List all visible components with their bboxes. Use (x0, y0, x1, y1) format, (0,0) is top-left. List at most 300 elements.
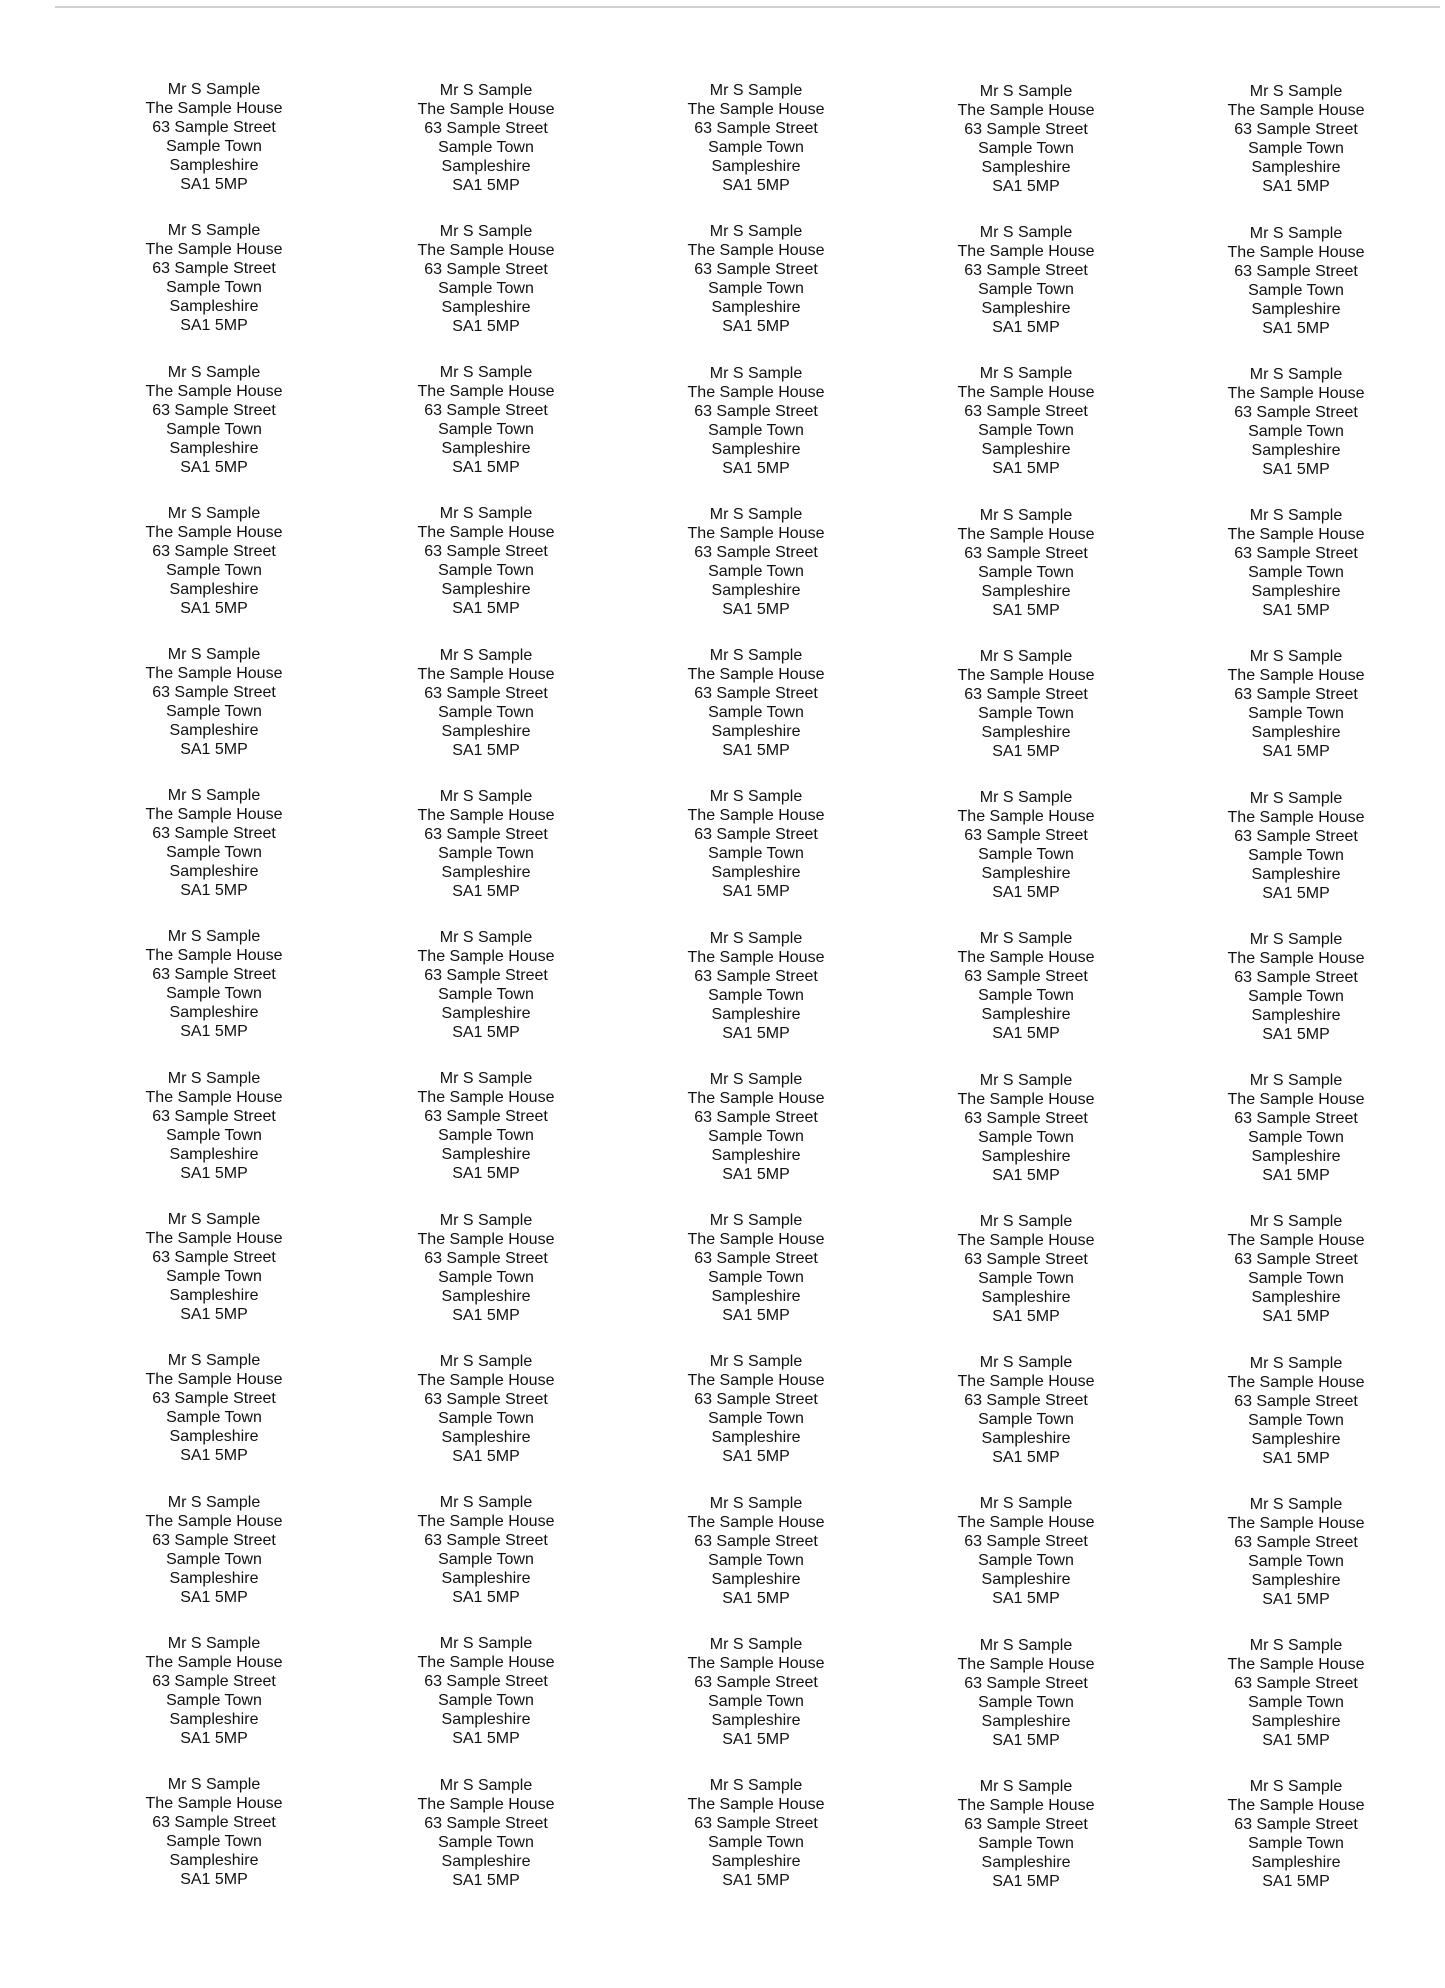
label-postcode: SA1 5MP (722, 883, 790, 900)
label-county: Sampleshire (981, 865, 1071, 882)
label-town: Sample Town (1248, 1553, 1344, 1570)
label-county: Sampleshire (711, 299, 801, 316)
label-name: Mr S Sample (979, 224, 1073, 241)
address-label (366, 504, 606, 618)
label-county: Sampleshire (981, 441, 1071, 458)
address-label (636, 787, 876, 901)
label-address-line-1: The Sample House (1227, 1232, 1365, 1249)
label-town: Sample Town (708, 704, 804, 721)
label-address-line-1: The Sample House (417, 1089, 555, 1106)
address-label (366, 1776, 606, 1890)
label-town: Sample Town (1248, 423, 1344, 440)
label-town: Sample Town (708, 1269, 804, 1286)
label-county: Sampleshire (1251, 866, 1341, 883)
label-county: Sampleshire (981, 1713, 1071, 1730)
label-postcode: SA1 5MP (992, 319, 1060, 336)
label-postcode: SA1 5MP (180, 882, 248, 899)
label-name: Mr S Sample (979, 648, 1073, 665)
label-postcode: SA1 5MP (992, 743, 1060, 760)
label-postcode: SA1 5MP (180, 741, 248, 758)
label-postcode: SA1 5MP (992, 1873, 1060, 1890)
address-label (636, 505, 876, 619)
label-address-line-1: The Sample House (957, 1091, 1095, 1108)
label-town: Sample Town (978, 1694, 1074, 1711)
label-address-line-1: The Sample House (145, 947, 283, 964)
label-name: Mr S Sample (167, 364, 261, 381)
label-county: Sampleshire (711, 1429, 801, 1446)
address-label (366, 787, 606, 901)
label-county: Sampleshire (441, 299, 531, 316)
label-postcode: SA1 5MP (180, 459, 248, 476)
label-town: Sample Town (438, 1692, 534, 1709)
label-county: Sampleshire (169, 1711, 259, 1728)
label-town: Sample Town (708, 563, 804, 580)
label-address-line-1: The Sample House (687, 384, 825, 401)
label-address-line-2: 63 Sample Street (694, 544, 818, 561)
label-name: Mr S Sample (1249, 1496, 1343, 1513)
label-postcode: SA1 5MP (452, 1872, 520, 1889)
label-town: Sample Town (708, 1552, 804, 1569)
label-postcode: SA1 5MP (992, 1167, 1060, 1184)
label-name: Mr S Sample (979, 83, 1073, 100)
label-county: Sampleshire (1251, 724, 1341, 741)
label-postcode: SA1 5MP (1262, 1591, 1330, 1608)
label-address-line-1: The Sample House (145, 1513, 283, 1530)
label-address-line-1: The Sample House (417, 383, 555, 400)
label-name: Mr S Sample (709, 1495, 803, 1512)
label-postcode: SA1 5MP (1262, 178, 1330, 195)
label-address-line-2: 63 Sample Street (1234, 1393, 1358, 1410)
address-label (94, 1351, 334, 1465)
address-label (366, 81, 606, 195)
label-postcode: SA1 5MP (992, 460, 1060, 477)
label-name: Mr S Sample (1249, 790, 1343, 807)
label-town: Sample Town (166, 421, 262, 438)
label-name: Mr S Sample (709, 1353, 803, 1370)
label-postcode: SA1 5MP (180, 600, 248, 617)
label-postcode: SA1 5MP (722, 1307, 790, 1324)
label-town: Sample Town (1248, 282, 1344, 299)
label-town: Sample Town (438, 704, 534, 721)
label-town: Sample Town (1248, 1270, 1344, 1287)
label-town: Sample Town (708, 987, 804, 1004)
address-label (1176, 647, 1416, 761)
label-town: Sample Town (1248, 847, 1344, 864)
label-county: Sampleshire (1251, 1289, 1341, 1306)
label-address-line-1: The Sample House (417, 524, 555, 541)
label-county: Sampleshire (981, 1148, 1071, 1165)
label-town: Sample Town (166, 703, 262, 720)
label-postcode: SA1 5MP (722, 177, 790, 194)
address-label (636, 929, 876, 1043)
label-name: Mr S Sample (979, 365, 1073, 382)
label-address-line-1: The Sample House (417, 1796, 555, 1813)
label-name: Mr S Sample (979, 1213, 1073, 1230)
label-name: Mr S Sample (167, 1635, 261, 1652)
label-town: Sample Town (438, 1834, 534, 1851)
label-postcode: SA1 5MP (722, 1448, 790, 1465)
label-postcode: SA1 5MP (992, 1449, 1060, 1466)
label-address-line-1: The Sample House (145, 806, 283, 823)
label-postcode: SA1 5MP (1262, 1450, 1330, 1467)
address-label (94, 80, 334, 194)
label-town: Sample Town (438, 562, 534, 579)
label-name: Mr S Sample (439, 505, 533, 522)
label-address-line-1: The Sample House (417, 1231, 555, 1248)
label-address-line-1: The Sample House (417, 948, 555, 965)
label-address-line-1: The Sample House (1227, 667, 1365, 684)
label-address-line-2: 63 Sample Street (964, 1251, 1088, 1268)
label-name: Mr S Sample (439, 1635, 533, 1652)
label-town: Sample Town (708, 280, 804, 297)
label-address-line-1: The Sample House (1227, 385, 1365, 402)
label-name: Mr S Sample (439, 364, 533, 381)
label-county: Sampleshire (441, 723, 531, 740)
label-address-line-1: The Sample House (417, 101, 555, 118)
label-address-line-1: The Sample House (145, 1654, 283, 1671)
label-county: Sampleshire (169, 1852, 259, 1869)
label-postcode: SA1 5MP (452, 600, 520, 617)
label-town: Sample Town (1248, 988, 1344, 1005)
label-address-line-2: 63 Sample Street (152, 1532, 276, 1549)
label-postcode: SA1 5MP (722, 1025, 790, 1042)
label-county: Sampleshire (169, 1287, 259, 1304)
label-address-line-2: 63 Sample Street (964, 1110, 1088, 1127)
label-address-line-1: The Sample House (957, 384, 1095, 401)
label-name: Mr S Sample (979, 789, 1073, 806)
label-address-line-2: 63 Sample Street (1234, 1110, 1358, 1127)
label-address-line-2: 63 Sample Street (964, 545, 1088, 562)
label-address-line-1: The Sample House (417, 1513, 555, 1530)
label-address-line-1: The Sample House (687, 101, 825, 118)
label-county: Sampleshire (169, 157, 259, 174)
label-county: Sampleshire (1251, 1854, 1341, 1871)
label-address-line-2: 63 Sample Street (424, 1815, 548, 1832)
label-town: Sample Town (978, 1411, 1074, 1428)
label-postcode: SA1 5MP (452, 1730, 520, 1747)
label-address-line-2: 63 Sample Street (964, 968, 1088, 985)
label-address-line-1: The Sample House (1227, 526, 1365, 543)
label-address-line-1: The Sample House (1227, 102, 1365, 119)
label-address-line-1: The Sample House (145, 524, 283, 541)
label-address-line-1: The Sample House (957, 1232, 1095, 1249)
label-postcode: SA1 5MP (452, 177, 520, 194)
address-label (906, 1353, 1146, 1467)
address-label (906, 1777, 1146, 1891)
label-postcode: SA1 5MP (722, 1872, 790, 1889)
address-label (366, 646, 606, 760)
address-label (1176, 506, 1416, 620)
label-address-line-2: 63 Sample Street (152, 966, 276, 983)
label-town: Sample Town (708, 1834, 804, 1851)
label-county: Sampleshire (711, 441, 801, 458)
label-name: Mr S Sample (979, 1637, 1073, 1654)
label-address-line-2: 63 Sample Street (424, 826, 548, 843)
label-name: Mr S Sample (439, 1494, 533, 1511)
label-postcode: SA1 5MP (180, 1165, 248, 1182)
address-label (906, 1494, 1146, 1608)
label-address-line-1: The Sample House (957, 1797, 1095, 1814)
label-town: Sample Town (166, 1409, 262, 1426)
label-postcode: SA1 5MP (992, 1590, 1060, 1607)
label-postcode: SA1 5MP (1262, 885, 1330, 902)
address-label (906, 1636, 1146, 1750)
label-name: Mr S Sample (1249, 1213, 1343, 1230)
label-address-line-2: 63 Sample Street (424, 967, 548, 984)
label-town: Sample Town (978, 1129, 1074, 1146)
label-town: Sample Town (978, 1270, 1074, 1287)
label-county: Sampleshire (711, 1571, 801, 1588)
label-address-line-2: 63 Sample Street (1234, 263, 1358, 280)
address-label (94, 1210, 334, 1324)
label-postcode: SA1 5MP (180, 1730, 248, 1747)
address-label (636, 1635, 876, 1749)
label-name: Mr S Sample (979, 1495, 1073, 1512)
label-town: Sample Town (978, 281, 1074, 298)
address-label (636, 364, 876, 478)
label-address-line-2: 63 Sample Street (152, 1390, 276, 1407)
label-address-line-1: The Sample House (417, 807, 555, 824)
label-town: Sample Town (978, 1835, 1074, 1852)
label-county: Sampleshire (711, 158, 801, 175)
label-name: Mr S Sample (167, 1352, 261, 1369)
label-postcode: SA1 5MP (1262, 1873, 1330, 1890)
label-county: Sampleshire (1251, 1007, 1341, 1024)
label-name: Mr S Sample (1249, 83, 1343, 100)
label-postcode: SA1 5MP (722, 1166, 790, 1183)
label-postcode: SA1 5MP (180, 1023, 248, 1040)
label-postcode: SA1 5MP (1262, 1026, 1330, 1043)
label-town: Sample Town (978, 564, 1074, 581)
label-address-line-2: 63 Sample Street (694, 1815, 818, 1832)
address-label (906, 1071, 1146, 1185)
label-address-line-1: The Sample House (1227, 1797, 1365, 1814)
label-name: Mr S Sample (709, 1636, 803, 1653)
label-address-line-1: The Sample House (1227, 809, 1365, 826)
label-name: Mr S Sample (439, 1212, 533, 1229)
label-address-line-2: 63 Sample Street (424, 543, 548, 560)
label-town: Sample Town (1248, 1694, 1344, 1711)
label-address-line-2: 63 Sample Street (152, 543, 276, 560)
label-county: Sampleshire (981, 1430, 1071, 1447)
label-name: Mr S Sample (709, 1212, 803, 1229)
label-town: Sample Town (708, 1128, 804, 1145)
label-address-line-2: 63 Sample Street (964, 121, 1088, 138)
label-name: Mr S Sample (439, 647, 533, 664)
label-postcode: SA1 5MP (1262, 461, 1330, 478)
label-county: Sampleshire (711, 1147, 801, 1164)
address-label (366, 363, 606, 477)
label-town: Sample Town (438, 986, 534, 1003)
label-name: Mr S Sample (709, 930, 803, 947)
label-address-line-2: 63 Sample Street (1234, 404, 1358, 421)
label-address-line-1: The Sample House (145, 241, 283, 258)
label-town: Sample Town (1248, 705, 1344, 722)
label-address-line-2: 63 Sample Street (964, 262, 1088, 279)
label-town: Sample Town (438, 845, 534, 862)
address-label (366, 1069, 606, 1183)
label-name: Mr S Sample (439, 929, 533, 946)
label-address-line-2: 63 Sample Street (694, 261, 818, 278)
address-label (94, 1493, 334, 1607)
label-postcode: SA1 5MP (452, 883, 520, 900)
address-label (906, 223, 1146, 337)
label-town: Sample Town (166, 1268, 262, 1285)
label-postcode: SA1 5MP (722, 318, 790, 335)
label-address-line-2: 63 Sample Street (694, 120, 818, 137)
label-town: Sample Town (166, 1127, 262, 1144)
label-name: Mr S Sample (709, 223, 803, 240)
label-name: Mr S Sample (1249, 648, 1343, 665)
label-town: Sample Town (1248, 1835, 1344, 1852)
label-name: Mr S Sample (1249, 931, 1343, 948)
label-county: Sampleshire (441, 581, 531, 598)
label-town: Sample Town (166, 279, 262, 296)
label-postcode: SA1 5MP (992, 602, 1060, 619)
label-county: Sampleshire (711, 1712, 801, 1729)
address-label (94, 504, 334, 618)
label-postcode: SA1 5MP (1262, 1308, 1330, 1325)
label-county: Sampleshire (711, 723, 801, 740)
label-county: Sampleshire (1251, 1431, 1341, 1448)
label-address-line-1: The Sample House (145, 1230, 283, 1247)
label-town: Sample Town (978, 1552, 1074, 1569)
label-address-line-1: The Sample House (1227, 244, 1365, 261)
label-postcode: SA1 5MP (1262, 320, 1330, 337)
label-address-line-2: 63 Sample Street (424, 1673, 548, 1690)
label-postcode: SA1 5MP (992, 178, 1060, 195)
address-label (636, 1494, 876, 1608)
label-county: Sampleshire (981, 1854, 1071, 1871)
label-county: Sampleshire (1251, 1713, 1341, 1730)
address-label (366, 222, 606, 336)
label-address-line-1: The Sample House (687, 1231, 825, 1248)
label-county: Sampleshire (711, 864, 801, 881)
label-county: Sampleshire (441, 1711, 531, 1728)
label-county: Sampleshire (169, 863, 259, 880)
label-address-line-1: The Sample House (145, 1089, 283, 1106)
address-label (94, 1775, 334, 1889)
label-address-line-1: The Sample House (1227, 1091, 1365, 1108)
label-address-line-2: 63 Sample Street (694, 1391, 818, 1408)
label-name: Mr S Sample (167, 1494, 261, 1511)
label-address-line-2: 63 Sample Street (694, 685, 818, 702)
label-address-line-1: The Sample House (687, 1372, 825, 1389)
address-label (366, 1352, 606, 1466)
label-name: Mr S Sample (979, 1072, 1073, 1089)
address-label (636, 1211, 876, 1325)
address-label (906, 788, 1146, 902)
label-address-line-1: The Sample House (687, 666, 825, 683)
label-town: Sample Town (978, 140, 1074, 157)
label-address-line-2: 63 Sample Street (424, 261, 548, 278)
label-postcode: SA1 5MP (722, 460, 790, 477)
label-county: Sampleshire (441, 1570, 531, 1587)
address-label (636, 1352, 876, 1466)
label-name: Mr S Sample (979, 1354, 1073, 1371)
label-name: Mr S Sample (709, 82, 803, 99)
label-town: Sample Town (438, 139, 534, 156)
label-address-line-2: 63 Sample Street (152, 1673, 276, 1690)
label-county: Sampleshire (711, 1288, 801, 1305)
label-address-line-1: The Sample House (145, 1371, 283, 1388)
label-county: Sampleshire (441, 1853, 531, 1870)
label-county: Sampleshire (441, 158, 531, 175)
address-label (906, 506, 1146, 620)
label-address-line-1: The Sample House (417, 1654, 555, 1671)
label-name: Mr S Sample (439, 1777, 533, 1794)
label-address-line-2: 63 Sample Street (694, 1533, 818, 1550)
label-town: Sample Town (1248, 1129, 1344, 1146)
label-address-line-2: 63 Sample Street (152, 260, 276, 277)
label-address-line-1: The Sample House (957, 526, 1095, 543)
label-name: Mr S Sample (439, 1353, 533, 1370)
label-address-line-1: The Sample House (687, 242, 825, 259)
address-label (1176, 1071, 1416, 1185)
address-label (94, 1069, 334, 1183)
address-label (636, 1070, 876, 1184)
label-county: Sampleshire (981, 159, 1071, 176)
address-label (1176, 224, 1416, 338)
label-address-line-1: The Sample House (687, 525, 825, 542)
address-label (1176, 789, 1416, 903)
label-town: Sample Town (166, 1551, 262, 1568)
label-name: Mr S Sample (1249, 225, 1343, 242)
label-address-line-2: 63 Sample Street (1234, 1251, 1358, 1268)
label-county: Sampleshire (441, 1288, 531, 1305)
label-county: Sampleshire (1251, 1572, 1341, 1589)
label-address-line-1: The Sample House (1227, 1656, 1365, 1673)
label-name: Mr S Sample (979, 1778, 1073, 1795)
label-address-line-2: 63 Sample Street (152, 1814, 276, 1831)
label-county: Sampleshire (441, 1429, 531, 1446)
label-postcode: SA1 5MP (722, 1590, 790, 1607)
label-address-line-2: 63 Sample Street (964, 686, 1088, 703)
label-county: Sampleshire (1251, 1148, 1341, 1165)
address-label (636, 222, 876, 336)
label-postcode: SA1 5MP (992, 1025, 1060, 1042)
label-county: Sampleshire (1251, 301, 1341, 318)
label-postcode: SA1 5MP (180, 317, 248, 334)
label-postcode: SA1 5MP (180, 176, 248, 193)
label-address-line-2: 63 Sample Street (694, 968, 818, 985)
label-postcode: SA1 5MP (180, 1589, 248, 1606)
label-town: Sample Town (978, 422, 1074, 439)
label-town: Sample Town (438, 421, 534, 438)
label-county: Sampleshire (441, 1005, 531, 1022)
address-label (94, 927, 334, 1041)
label-name: Mr S Sample (1249, 1355, 1343, 1372)
label-name: Mr S Sample (1249, 1637, 1343, 1654)
label-address-line-2: 63 Sample Street (964, 1533, 1088, 1550)
label-postcode: SA1 5MP (452, 1165, 520, 1182)
label-county: Sampleshire (981, 300, 1071, 317)
label-town: Sample Town (438, 1127, 534, 1144)
address-label (1176, 1212, 1416, 1326)
label-address-line-1: The Sample House (417, 1372, 555, 1389)
label-town: Sample Town (166, 844, 262, 861)
label-postcode: SA1 5MP (180, 1447, 248, 1464)
label-postcode: SA1 5MP (992, 1308, 1060, 1325)
label-address-line-2: 63 Sample Street (1234, 686, 1358, 703)
label-address-line-2: 63 Sample Street (964, 1675, 1088, 1692)
label-address-line-2: 63 Sample Street (152, 684, 276, 701)
label-address-line-2: 63 Sample Street (964, 1816, 1088, 1833)
label-town: Sample Town (166, 138, 262, 155)
label-address-line-1: The Sample House (957, 1514, 1095, 1531)
label-postcode: SA1 5MP (452, 318, 520, 335)
label-postcode: SA1 5MP (992, 884, 1060, 901)
